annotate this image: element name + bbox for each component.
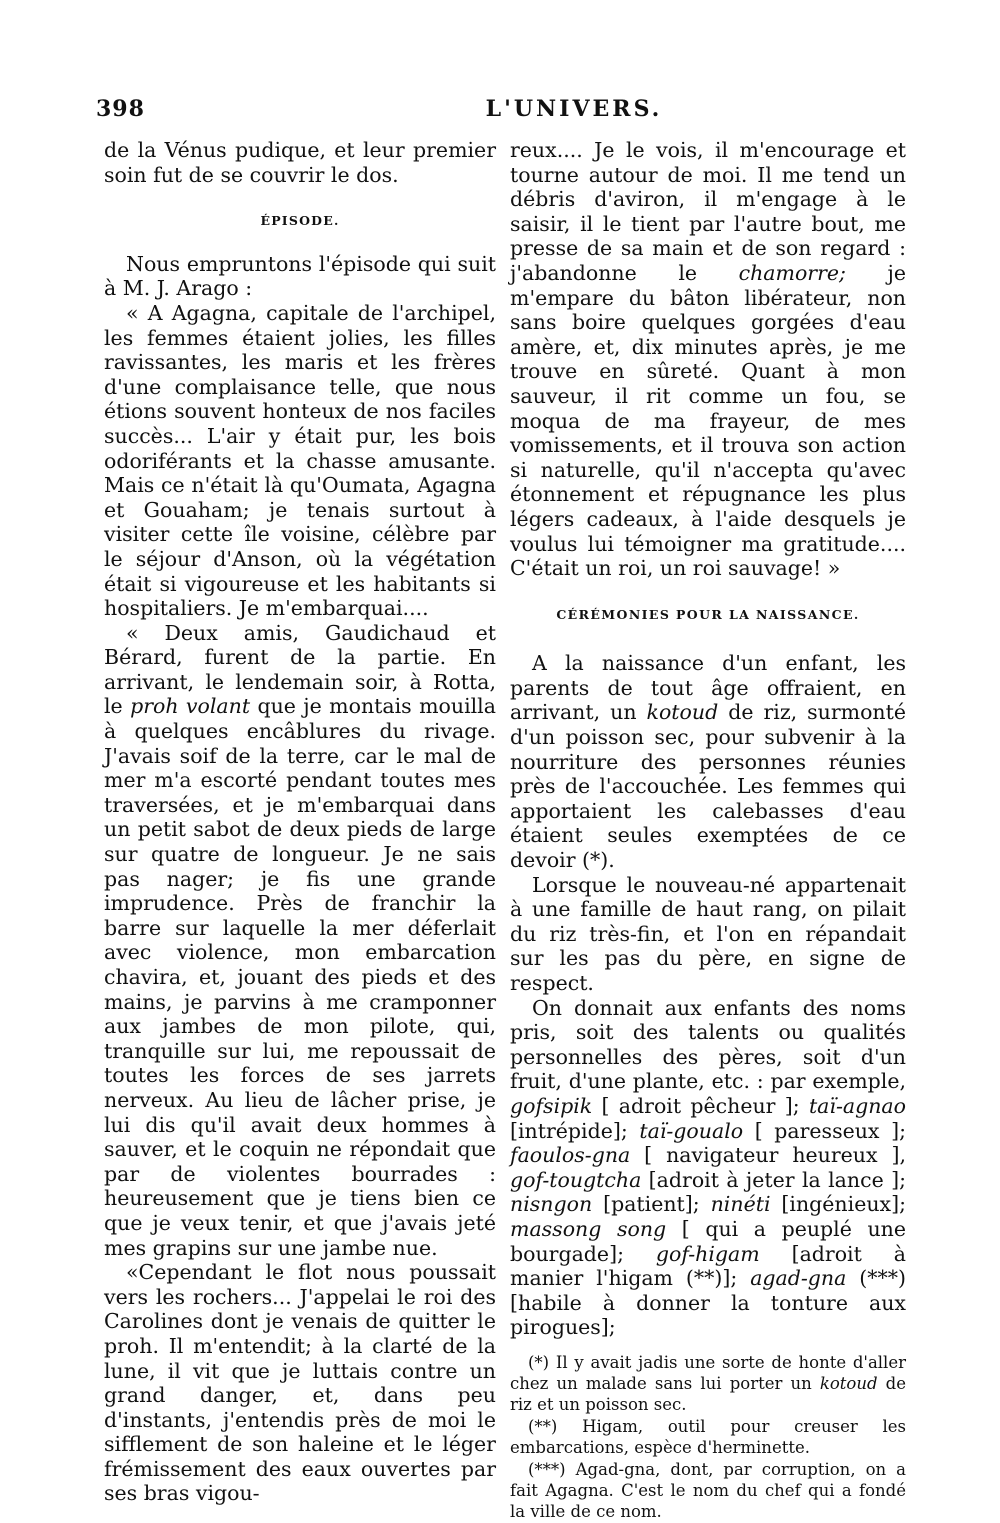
name-gloss: [ qui a peuplé une bourgade]; [510,1216,906,1266]
name-gloss: (***) [habile à donner la tonture aux pirogues]; [510,1266,907,1340]
names-list [510,1094,906,1339]
paragraph-intro: de la Vénus pudique, et leur premier soin fut de se couvrir le dos. [104,138,496,187]
right-column [510,138,906,1523]
paragraph-cependant: «Cependant le flot nous poussait vers les rochers... J'appelai le roi des Carolines dont je venais de quitter le proh. Il m'entendit; à la clarté de la lune, il vit que je luttais contre un grand danger, et, dans peu d'instants, j'entendis près de moi le sifflement de son haleine et le léger frémissement des eaux ouvertes par ses bras vigou- [104,1260,496,1506]
text-segment: A la naissance d'un enfant, les parents de tout âge offraient, en arrivant, un [510,651,906,725]
name-term: nisngon [510,1192,593,1217]
text-segment: On donnait aux enfants des noms pris, soit des talents ou qualités personnelles des pères, soit d'un fruit, d'une plante, etc. : par exemple, [510,995,906,1094]
running-title: L'UNIVERS. [485,96,663,122]
footnote-3: (***) Agad-gna, dont, par corruption, on a fait Agagna. C'est le nom du chef qui a fondé la ville de ce nom. [510,1459,906,1521]
paragraph-arago: Nous empruntons l'épisode qui suit à M. J. Arago : [104,251,496,301]
italic-term: kotoud [646,700,719,725]
name-term: faoulos-gna [510,1143,631,1168]
section-heading-episode: ÉPISODE. [260,213,340,229]
name-term: gof-tougtcha [510,1167,642,1192]
paragraph-reux [510,138,906,581]
page-number: 398 [96,96,145,122]
text-segment: de riz et un poisson sec. [510,1373,906,1414]
paragraph-nouveau-ne: Lorsque le nouveau-né appartenait à une famille de haut rang, on pilait du riz très-fin, et l'on en répandait sur les pas du père, en signe de respect. [510,872,906,995]
name-gloss: [ navigateur heureux ], [630,1143,906,1168]
italic-term: kotoud [819,1373,878,1393]
paragraph-agagna: « A Agagna, capitale de l'archipel, les femmes étaient jolies, les filles ravissantes, les maris et les frères d'une complaisance telle, que nous étions souvent honteux de nos faciles succès... L'air y était pur, les bois odoriférants et la chasse amusante. Mais ce n'était là qu'Oumata, Agagna et Gouaham; je tenais surtout à visiter cette île voisine, célèbre par le séjour d'Anson, où la végétation était si vigoureuse et les habitants si hospitaliers. Je m'embarquai.... [104,300,496,621]
italic-term: chamorre; [738,260,846,285]
paragraph-naissance [510,651,906,872]
text-segment: de riz, surmonté d'un poisson sec, pour subvenir à la nourriture des personnes réunies près de l'accouchée. Les femmes qui apportaient les calebasses d'eau étaient seules exemptées de ce devoir (*). [510,700,907,873]
name-gloss: [adroit à manier l'higam (**)]; [510,1241,906,1291]
name-gloss: [ paresseux ]; [743,1118,906,1143]
section-heading-ceremonies: CÉRÉMONIES POUR LA NAISSANCE. [556,606,860,622]
text-segment: « Deux amis, Gaudichaud et Bérard, furent de la partie. En arrivant, le lendemain soir, à Rotta, le [104,620,496,719]
name-gloss: [intrépide]; [510,1118,640,1143]
italic-term: proh volant [130,694,251,719]
name-gloss: [ adroit pêcheur ]; [592,1093,809,1118]
name-term: massong song [510,1216,667,1241]
page-header [96,96,912,132]
text-segment: (*) Il y avait jadis une sorte de honte d'aller chez un malade sans lui porter un [510,1352,906,1393]
text-segment: que je montais mouilla à quelques encâblures du rivage. J'avais soif de la terre, car le mal de mer m'a escorté pendant toutes mes traversées, et je m'embarquai dans un petit sabot de deux pieds de large sur quatre de longueur. Je ne sais pas nager; je fis une grande imprudence. Près de franchir la barre sur laquelle la mer déferlait avec violence, mon embarcation chavira, et, jouant des pieds et des mains, je parvins à me cramponner aux jambes de mon pilote, qui, tranquille sur lui, me repoussait de toutes les forces de ses jarrets nerveux. Au lieu de lâcher prise, je lui dis qu'il avait deux hommes à sauver, et le coquin ne répondait que par de violentes bourrades : heureusement que je tiens bien ce que je veux tenir, et que j'avais jeté mes grapins sur une jambe nue. [104,694,496,1260]
left-column [104,138,496,1506]
name-term: ninéti [710,1192,771,1217]
name-gloss: [ingénieux]; [770,1192,906,1217]
name-gloss: [patient]; [592,1192,711,1217]
paragraph-deux-amis [104,621,496,1260]
name-term: gof-higam [655,1241,760,1266]
name-term: taï-goualo [639,1118,744,1143]
name-term: gofsipik [510,1093,593,1118]
name-term: taï-agnao [808,1093,906,1118]
paragraph-noms [510,996,906,1340]
footnote-1 [510,1352,906,1415]
text-segment: je m'empare du bâton libérateur, non sans boire quelques gorgées d'eau amère, et, dix minutes après, je me trouve en sûreté. Quant à mon sauveur, il rit comme un fou, se moqua de ma frayeur, de mes vomissements, et il trouva son action si naturelle, qu'il n'accepta qu'avec étonnement et répugnance les plus légers cadeaux, à l'aide desquels je voulus lui témoigner ma gratitude.... C'était un roi, un roi sauvage! » [510,260,906,581]
footnotes [510,1352,906,1522]
text-segment: reux.... Je le vois, il m'encourage et tourne autour de moi. Il me tend un débris d'aviron, il m'engage à le saisir, il le tient par l'autre bout, me presse de sa main et de son regard : j'abandonne le [510,138,906,285]
name-term: agad-gna [750,1266,847,1291]
footnote-2: (**) Higam, outil pour creuser les embarcations, espèce d'herminette. [510,1416,906,1457]
name-gloss: [adroit à jeter la lance ]; [641,1167,906,1192]
